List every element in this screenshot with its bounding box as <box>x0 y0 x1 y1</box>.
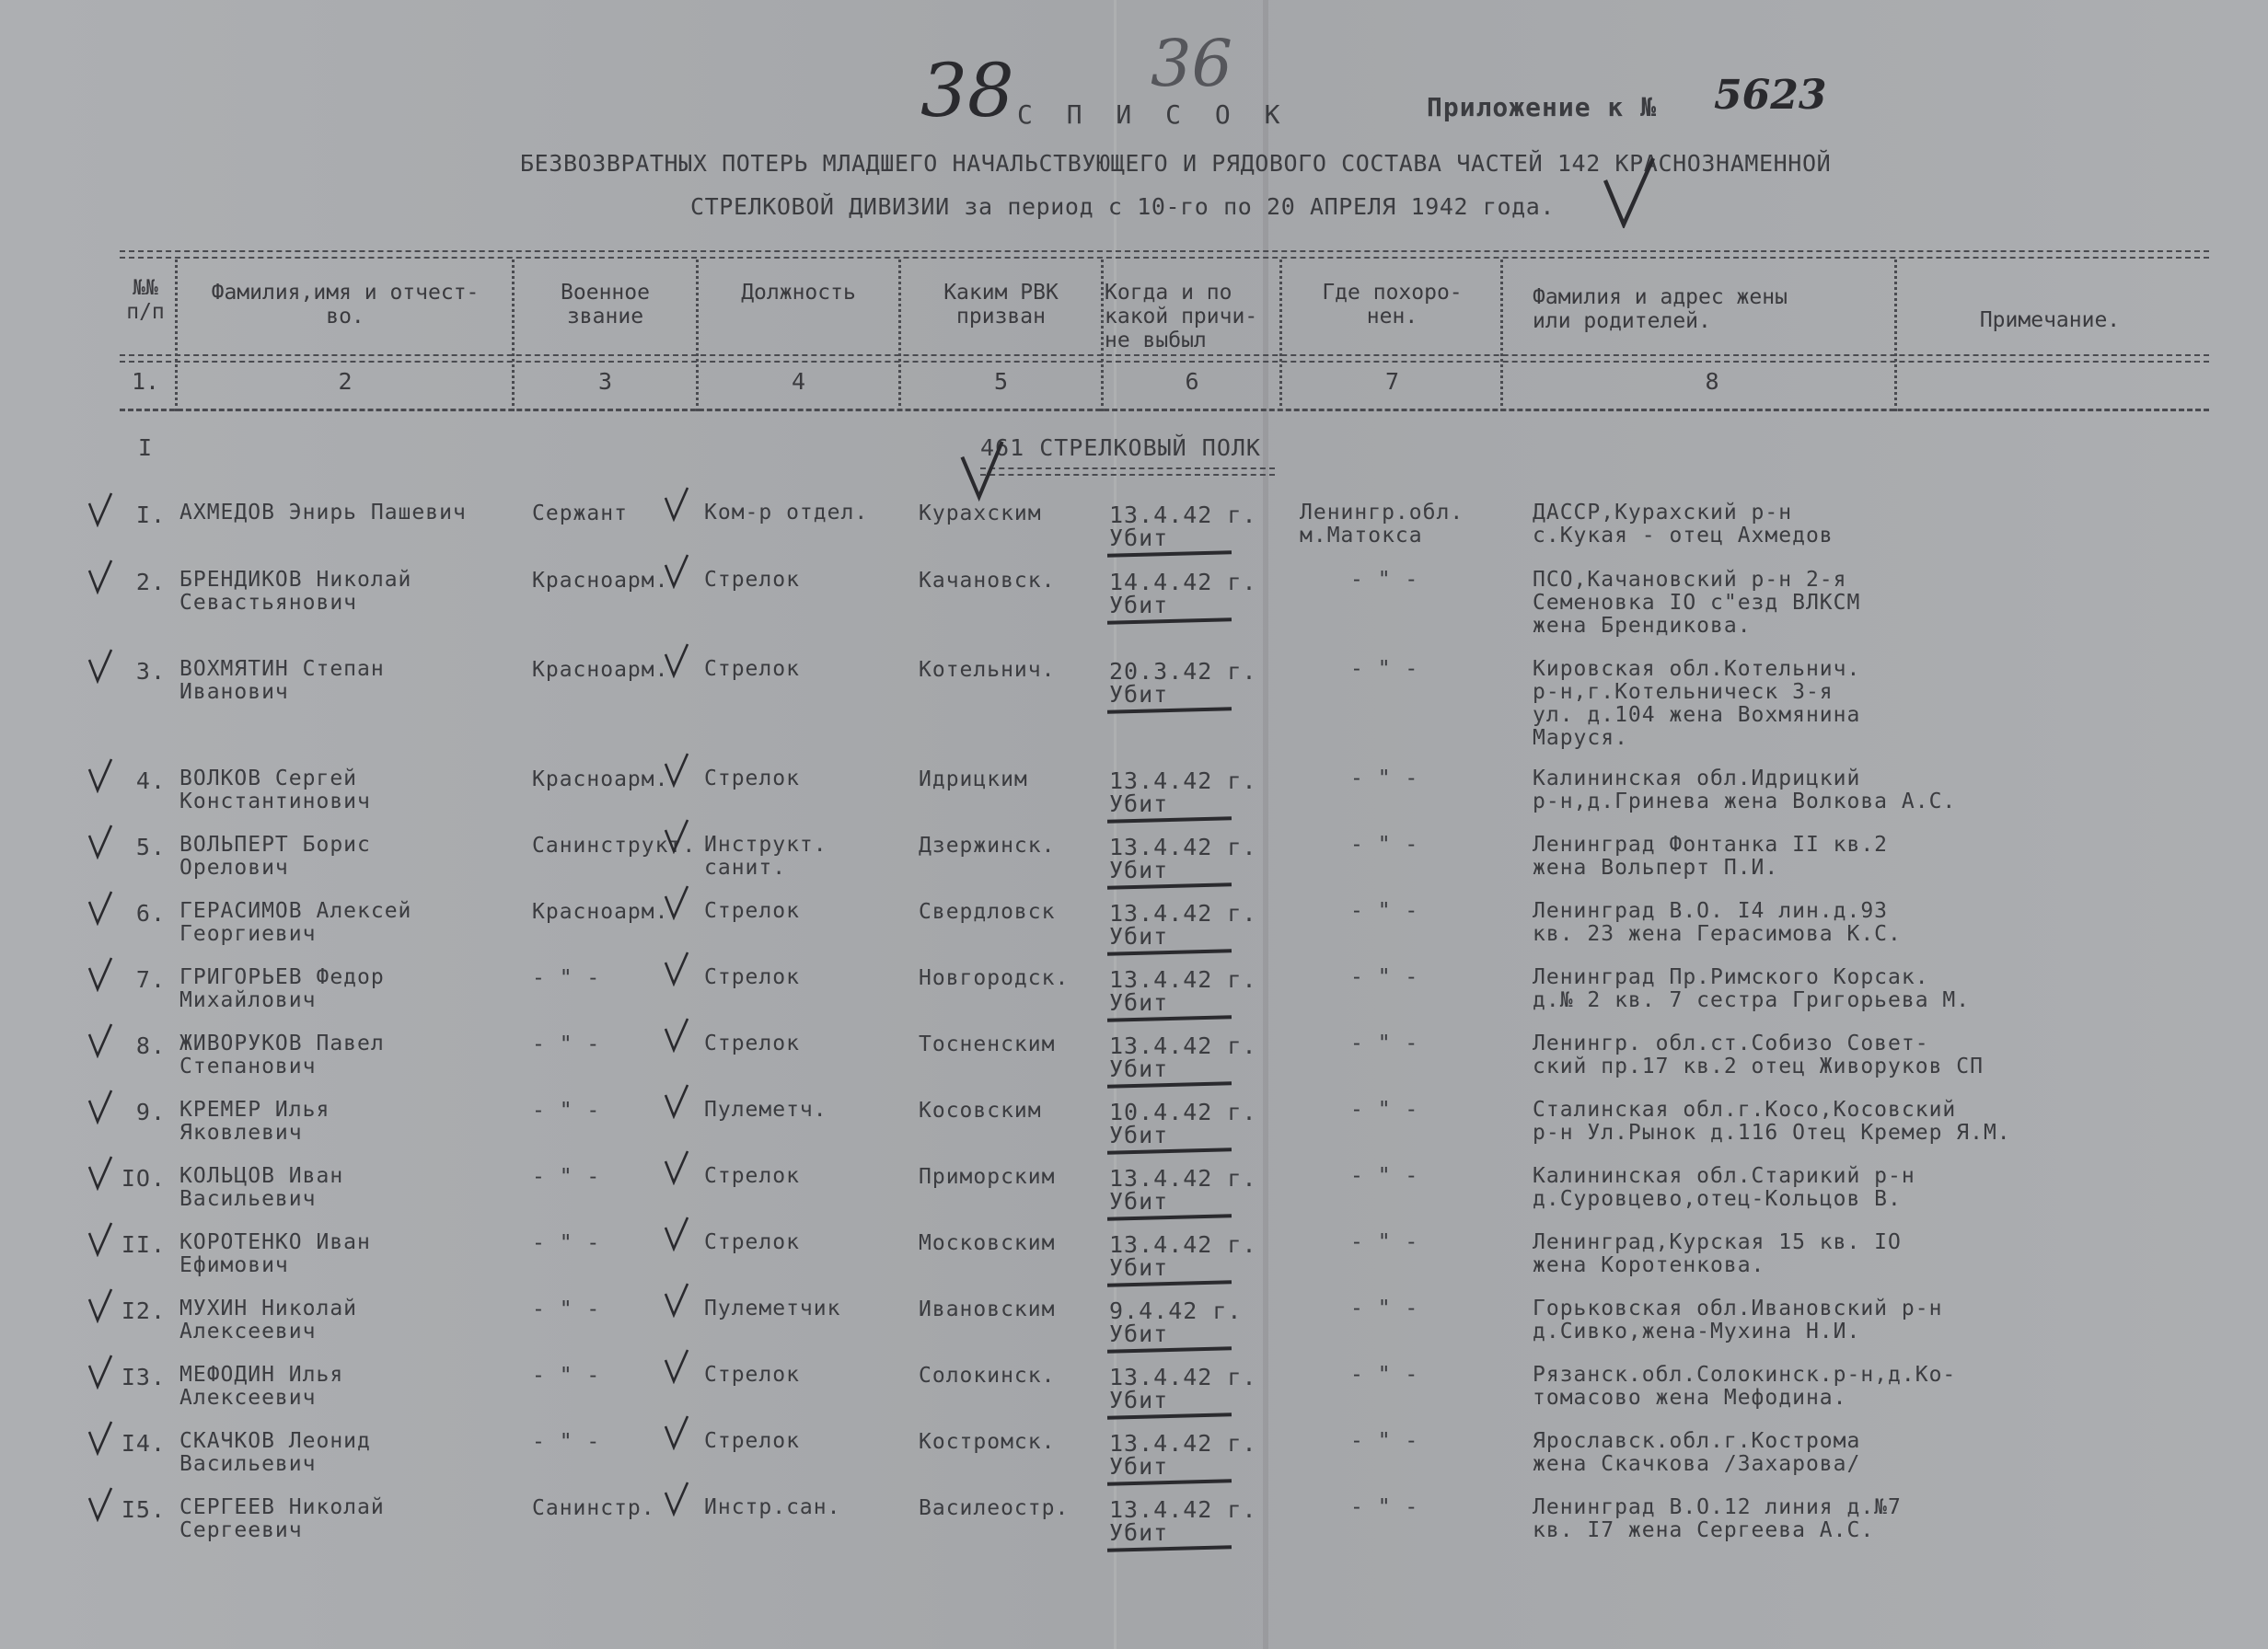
handwritten-underline <box>1107 882 1232 890</box>
position: Стрелок <box>704 1164 800 1188</box>
military-rank: - " - <box>532 1032 601 1056</box>
checkmark-icon <box>85 1021 116 1058</box>
burial-place: - " - <box>1350 1363 1419 1387</box>
row-number: I4. <box>121 1430 166 1457</box>
row-number: 3. <box>135 658 166 685</box>
column-separator <box>512 259 515 411</box>
row-number: I3. <box>121 1364 166 1390</box>
checkmark-icon <box>85 823 116 859</box>
column-separator <box>1101 259 1104 411</box>
column-header: Военное звание <box>561 281 650 329</box>
draft-office: Идрицким <box>919 767 1028 791</box>
handwritten-underline <box>1107 1346 1232 1354</box>
checkmark-icon <box>661 1347 692 1384</box>
draft-office: Ивановским <box>919 1297 1056 1321</box>
column-number: 8 <box>1705 368 1719 395</box>
person-name: ЖИВОРУКОВ Павел Степанович <box>179 1032 385 1078</box>
column-number: 1. <box>131 368 160 395</box>
draft-office: Костромск. <box>919 1430 1056 1454</box>
person-name: КОРОТЕНКО Иван Ефимович <box>179 1230 371 1277</box>
date-left: 13.4.42 г. <box>1109 1496 1257 1523</box>
burial-place: - " - <box>1350 1495 1419 1519</box>
row-number: 8. <box>135 1032 166 1059</box>
checkmark-icon <box>959 432 1005 506</box>
checkmark-icon <box>661 1480 692 1516</box>
checkmark-icon <box>661 751 692 788</box>
column-number: 7 <box>1384 368 1400 395</box>
column-number: 2 <box>338 368 353 395</box>
military-rank: Сержант <box>532 502 628 525</box>
person-name: МЕФОДИН Илья Алексеевич <box>179 1363 344 1410</box>
position: Пулеметчик <box>704 1297 841 1320</box>
military-rank: - " - <box>532 1430 601 1454</box>
date-left: 13.4.42 г. <box>1109 1231 1257 1258</box>
handwritten-underline <box>1107 1413 1232 1420</box>
next-of-kin-address: Кировская обл.Котельнич. р-н,г.Котельническ 3-я ул. д.104 жена Вохмянина Маруся. <box>1533 657 1861 750</box>
draft-office: Котельнич. <box>919 658 1056 682</box>
cause: Убит <box>1109 1122 1169 1148</box>
fold-crease <box>1263 0 1268 1649</box>
checkmark-icon <box>85 490 116 527</box>
checkmark-icon <box>661 1215 692 1251</box>
handwritten-underline <box>1107 1545 1232 1552</box>
burial-place: - " - <box>1350 1164 1419 1188</box>
next-of-kin-address: Рязанск.обл.Солокинск.р-н,д.Ко- томасово жена Мефодина. <box>1533 1363 1957 1410</box>
burial-place: - " - <box>1350 965 1419 989</box>
person-name: ВОЛКОВ Сергей Константинович <box>179 767 371 813</box>
date-left: 13.4.42 г. <box>1109 966 1257 993</box>
cause: Убит <box>1109 1254 1169 1281</box>
person-name: КРЕМЕР Илья Яковлевич <box>179 1098 330 1145</box>
row-number: 7. <box>135 966 166 993</box>
column-number: 5 <box>993 368 1009 395</box>
cause: Убит <box>1109 1387 1169 1413</box>
row-number: 4. <box>135 767 166 794</box>
draft-office: Курахским <box>919 502 1042 525</box>
draft-office: Свердловск <box>919 900 1056 924</box>
handwritten-appendix-number: 5623 <box>1714 72 1827 119</box>
military-rank: - " - <box>532 1165 601 1189</box>
military-rank: Красноарм. <box>532 658 669 682</box>
column-number: 6 <box>1185 368 1199 395</box>
handwritten-underline <box>1107 1280 1232 1287</box>
draft-office: Московским <box>919 1231 1056 1255</box>
document-title: С П И С О К <box>1017 99 1290 130</box>
military-rank: Красноарм. <box>532 767 669 791</box>
checkmark-icon <box>85 1154 116 1191</box>
column-number: 4 <box>791 368 806 395</box>
row-number: 6. <box>135 900 166 927</box>
military-rank: - " - <box>532 1231 601 1255</box>
date-left: 13.4.42 г. <box>1109 1430 1257 1457</box>
table-top-rule <box>120 250 2209 259</box>
next-of-kin-address: Горьковская обл.Ивановский р-н д.Сивко,жена-Мухина Н.И. <box>1533 1297 1943 1343</box>
person-name: ВОЛЬПЕРТ Борис Орелович <box>179 833 371 880</box>
column-header: Фамилия и адрес жены или родителей. <box>1533 285 1788 333</box>
section-marker: I <box>138 434 154 461</box>
date-left: 13.4.42 г. <box>1109 900 1257 927</box>
column-header: Где похоро- нен. <box>1322 281 1463 329</box>
draft-office: Новгородск. <box>919 966 1070 990</box>
next-of-kin-address: Ленингр. обл.ст.Собизо Совет- ский пр.17 кв.2 отец Живоруков СП <box>1533 1032 1984 1078</box>
military-rank: Красноарм. <box>532 569 669 593</box>
document-subtitle-line1: БЕЗВОЗВРАТНЫХ ПОТЕРЬ МЛАДШЕГО НАЧАЛЬСТВУЮЩЕГО И РЯДОВОГО СОСТАВА ЧАСТЕЙ 142 КРАСНОЗНАМЕННОЙ <box>520 150 1832 177</box>
cause: Убит <box>1109 1453 1169 1480</box>
draft-office: Дзержинск. <box>919 834 1056 858</box>
position: Стрелок <box>704 1230 800 1254</box>
column-separator <box>175 259 178 411</box>
next-of-kin-address: Сталинская обл.г.Косо,Косовский р-н Ул.Рынок д.116 Отец Кремер Я.М. <box>1533 1098 2011 1145</box>
next-of-kin-address: Калининская обл.Идрицкий р-н,д.Гринева жена Волкова А.С. <box>1533 767 1957 813</box>
column-header: №№ п/п <box>126 276 165 324</box>
column-header: Каким РВК призван <box>943 281 1059 329</box>
burial-place: - " - <box>1350 657 1419 681</box>
column-number: 3 <box>597 368 613 395</box>
military-rank: - " - <box>532 1364 601 1388</box>
column-separator <box>696 259 699 411</box>
next-of-kin-address: Ленинград Пр.Римского Корсак. д.№ 2 кв. 7 сестра Григорьева М. <box>1533 965 1971 1012</box>
burial-place: - " - <box>1350 1230 1419 1254</box>
checkmark-icon <box>85 955 116 992</box>
person-name: БРЕНДИКОВ Николай Севастьянович <box>179 568 412 615</box>
next-of-kin-address: Ленинград,Курская 15 кв. IO жена Коротенкова. <box>1533 1230 1902 1277</box>
checkmark-icon <box>85 1419 116 1456</box>
checkmark-icon <box>661 485 692 522</box>
date-left: 13.4.42 г. <box>1109 834 1257 860</box>
burial-place: - " - <box>1350 1032 1419 1055</box>
draft-office: Качановск. <box>919 569 1056 593</box>
checkmark-icon <box>85 889 116 926</box>
checkmark-icon <box>85 558 116 594</box>
date-left: 14.4.42 г. <box>1109 569 1257 595</box>
position: Стрелок <box>704 1032 800 1055</box>
position: Стрелок <box>704 1363 800 1387</box>
cause: Убит <box>1109 923 1169 950</box>
next-of-kin-address: Ленинград Фонтанка II кв.2 жена Вольперт П.И. <box>1533 833 1889 880</box>
position: Инструкт. санит. <box>704 833 827 880</box>
row-number: 2. <box>135 569 166 595</box>
handwritten-underline <box>1107 1214 1232 1221</box>
cause: Убит <box>1109 790 1169 817</box>
position: Стрелок <box>704 899 800 923</box>
person-name: МУХИН Николай Алексеевич <box>179 1297 358 1343</box>
handwritten-page-number: 38 <box>920 48 1014 133</box>
burial-place: - " - <box>1350 767 1419 790</box>
cause: Убит <box>1109 1188 1169 1215</box>
handwritten-underline <box>1107 1147 1232 1155</box>
military-rank: Санинстр. <box>532 1496 655 1520</box>
draft-office: Приморским <box>919 1165 1056 1189</box>
next-of-kin-address: ПСО,Качановский р-н 2-я Семеновка IO с"езд ВЛКСМ жена Брендикова. <box>1533 568 1861 638</box>
cause: Убит <box>1109 989 1169 1016</box>
date-left: 13.4.42 г. <box>1109 1364 1257 1390</box>
military-rank: Санинструкт. <box>532 834 697 858</box>
row-number: IO. <box>121 1165 166 1192</box>
checkmark-icon <box>661 1281 692 1318</box>
row-number: I2. <box>121 1297 166 1324</box>
cause: Убит <box>1109 525 1169 551</box>
military-rank: Красноарм. <box>532 900 669 924</box>
position: Пулеметч. <box>704 1098 827 1122</box>
position: Стрелок <box>704 1429 800 1453</box>
appendix-label: Приложение к № <box>1427 92 1658 122</box>
next-of-kin-address: Ленинград В.О.12 линия д.№7 кв. I7 жена Сергеева А.С. <box>1533 1495 1902 1542</box>
position: Стрелок <box>704 965 800 989</box>
person-name: СЕРГЕЕВ Николай Сергеевич <box>179 1495 385 1542</box>
cause: Убит <box>1109 681 1169 708</box>
handwritten-underline <box>1107 949 1232 956</box>
checkmark-icon <box>85 1353 116 1390</box>
checkmark-icon <box>661 1082 692 1119</box>
position: Стрелок <box>704 767 800 790</box>
date-left: 13.4.42 г. <box>1109 1032 1257 1059</box>
date-left: 10.4.42 г. <box>1109 1099 1257 1125</box>
handwritten-underline <box>1107 1479 1232 1486</box>
row-number: 9. <box>135 1099 166 1125</box>
draft-office: Тосненским <box>919 1032 1056 1056</box>
checkmark-icon <box>661 950 692 986</box>
checkmark-icon <box>661 1148 692 1185</box>
person-name: ГРИГОРЬЕВ Федор Михайлович <box>179 965 385 1012</box>
draft-office: Солокинск. <box>919 1364 1056 1388</box>
column-separator <box>1894 259 1897 411</box>
next-of-kin-address: Ленинград В.О. I4 лин.д.93 кв. 23 жена Герасимова К.С. <box>1533 899 1902 946</box>
military-rank: - " - <box>532 1099 601 1123</box>
column-header: Когда и по какой причи- не выбыл <box>1105 281 1258 352</box>
section-title: 461 СТРЕЛКОВЫЙ ПОЛК <box>980 434 1261 461</box>
military-rank: - " - <box>532 966 601 990</box>
checkmark-icon <box>661 1413 692 1450</box>
column-header: Фамилия,имя и отчест- во. <box>211 281 480 329</box>
draft-office: Косовским <box>919 1099 1042 1123</box>
handwritten-underline <box>1107 617 1232 625</box>
checkmark-icon <box>661 641 692 678</box>
checkmark-icon <box>85 647 116 684</box>
row-number: I5. <box>121 1496 166 1523</box>
row-number: II. <box>121 1231 166 1258</box>
burial-place: - " - <box>1350 568 1419 592</box>
column-separator <box>898 259 901 411</box>
burial-place: - " - <box>1350 833 1419 857</box>
checkmark-icon <box>661 883 692 920</box>
burial-place: - " - <box>1350 899 1419 923</box>
column-separator <box>1500 259 1503 411</box>
date-left: 9.4.42 г. <box>1109 1297 1243 1324</box>
checkmark-icon <box>85 756 116 793</box>
column-separator <box>1279 259 1282 411</box>
cause: Убит <box>1109 857 1169 883</box>
date-left: 13.4.42 г. <box>1109 1165 1257 1192</box>
next-of-kin-address: Калининская обл.Старикий р-н д.Суровцево,отец-Кольцов В. <box>1533 1164 1915 1211</box>
handwritten-underline <box>1107 1081 1232 1089</box>
handwritten-underline <box>1107 1015 1232 1022</box>
person-name: АХМЕДОВ Энирь Пашевич <box>179 501 467 525</box>
checkmark-icon <box>661 817 692 854</box>
burial-place: - " - <box>1350 1297 1419 1320</box>
checkmark-icon <box>85 1220 116 1257</box>
row-number: I. <box>135 502 166 528</box>
next-of-kin-address: Ярославск.обл.г.Кострома жена Скачкова /Захарова/ <box>1533 1429 1861 1476</box>
checkmark-icon <box>85 1088 116 1124</box>
next-of-kin-address: ДАССР,Курахский р-н с.Кукая - отец Ахмедов <box>1533 501 1834 548</box>
handwritten-underline <box>1107 707 1232 714</box>
position: Ком-р отдел. <box>704 501 869 525</box>
row-number: 5. <box>135 834 166 860</box>
checkmark-icon <box>1602 155 1657 228</box>
section-title-underline <box>980 467 1275 476</box>
position: Инстр.сан. <box>704 1495 841 1519</box>
column-header: Примечание. <box>1979 308 2121 332</box>
document-subtitle-line2: СТРЕЛКОВОЙ ДИВИЗИИ за период с 10-го по 20 АПРЕЛЯ 1942 года. <box>690 193 1556 220</box>
checkmark-icon <box>661 552 692 589</box>
burial-place: - " - <box>1350 1429 1419 1453</box>
checkmark-icon <box>661 1016 692 1053</box>
military-rank: - " - <box>532 1297 601 1321</box>
cause: Убит <box>1109 592 1169 618</box>
burial-place: Ленингр.обл. м.Матокса <box>1300 501 1464 548</box>
handwritten-underline <box>1107 816 1232 824</box>
position: Стрелок <box>704 568 800 592</box>
person-name: ВОХМЯТИН Степан Иванович <box>179 657 385 704</box>
burial-place: - " - <box>1350 1098 1419 1122</box>
date-left: 13.4.42 г. <box>1109 767 1257 794</box>
person-name: СКАЧКОВ Леонид Васильевич <box>179 1429 371 1476</box>
position: Стрелок <box>704 657 800 681</box>
date-left: 13.4.42 г. <box>1109 502 1257 528</box>
cause: Убит <box>1109 1519 1169 1546</box>
column-header: Должность <box>741 281 856 305</box>
draft-office: Василеостр. <box>919 1496 1070 1520</box>
person-name: КОЛЬЦОВ Иван Васильевич <box>179 1164 344 1211</box>
cause: Убит <box>1109 1320 1169 1347</box>
checkmark-icon <box>85 1286 116 1323</box>
handwritten-underline <box>1107 550 1232 558</box>
checkmark-icon <box>85 1485 116 1522</box>
date-left: 20.3.42 г. <box>1109 658 1257 685</box>
person-name: ГЕРАСИМОВ Алексей Георгиевич <box>179 899 412 946</box>
handwritten-page-number-alt: 36 <box>1151 26 1233 101</box>
cause: Убит <box>1109 1055 1169 1082</box>
